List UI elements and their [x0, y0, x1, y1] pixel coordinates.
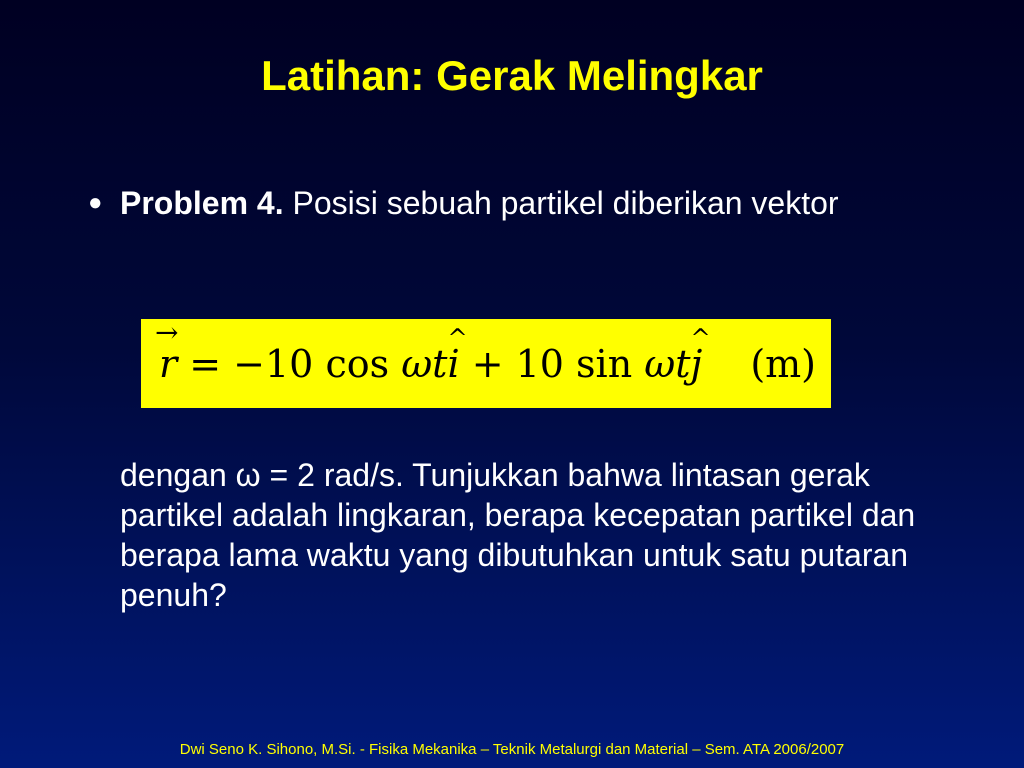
- slide-title: Latihan: Gerak Melingkar: [261, 52, 763, 99]
- formula-r-vector: → r: [159, 342, 177, 386]
- formula-i-hat: ^ i: [447, 342, 459, 386]
- formula-omega-t-1: ωt: [401, 341, 448, 386]
- formula-j-hat: ^ j: [691, 342, 703, 386]
- problem-bullet: [88, 183, 918, 223]
- formula-plus-part: + 10 sin: [459, 341, 645, 386]
- slide-footer: Dwi Seno K. Sihono, M.Si. - Fisika Mekanika – Teknik Metalurgi dan Material – Sem. ATA 2006/2007: [179, 741, 845, 758]
- bullet-icon: ●: [88, 189, 103, 216]
- formula-unit: (m): [750, 341, 816, 386]
- problem-label: Problem 4.: [120, 185, 284, 221]
- formula-equals-part: = −10 cos: [177, 341, 402, 386]
- problem-intro-text: Posisi sebuah partikel diberikan vektor: [283, 185, 839, 221]
- problem-body: dengan ω = 2 rad/s. Tunjukkan bahwa lintasan gerak partikel adalah lingkaran, berapa kecepatan partikel dan berapa lama waktu yang dibutuhkan untuk satu putaran penuh?: [120, 457, 916, 613]
- formula-omega-t-2: ωt: [644, 341, 691, 386]
- problem-intro: [120, 183, 918, 223]
- position-vector-formula: [141, 319, 831, 408]
